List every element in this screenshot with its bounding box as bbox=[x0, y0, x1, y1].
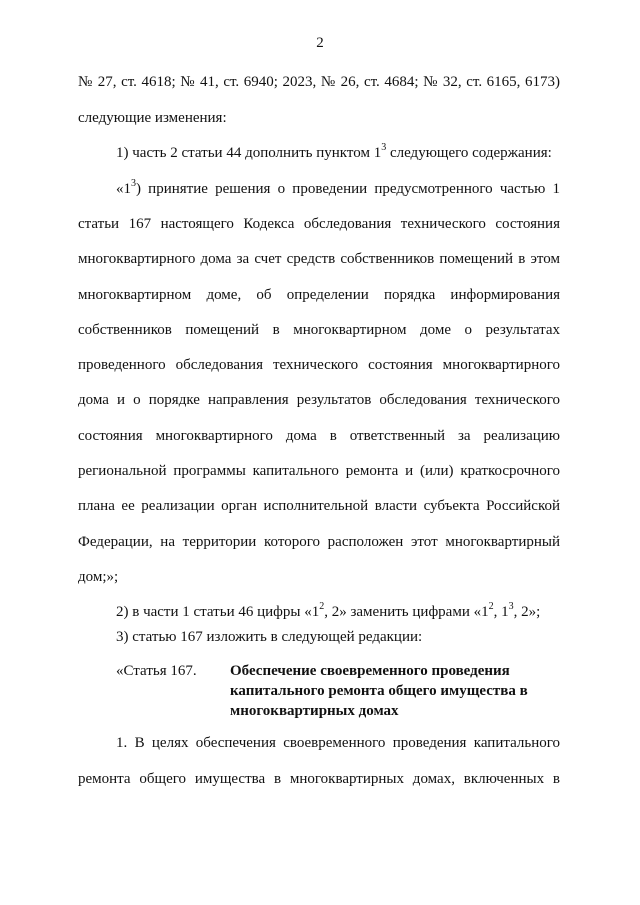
text-line-quote-start bbox=[116, 180, 560, 198]
text-fragment: , 1 bbox=[493, 604, 509, 620]
text-fragment: , 2» заменить цифрами «1 bbox=[324, 604, 489, 620]
superscript: 3 bbox=[508, 601, 514, 612]
text-fragment: , 2»; bbox=[513, 604, 541, 620]
text-line: ремонта общего имущества в многоквартирных домах, включенных в bbox=[78, 771, 560, 787]
text-line: Федерации, на территории которого расположен этот многоквартирный bbox=[78, 534, 560, 550]
superscript: 2 bbox=[319, 601, 325, 612]
text-fragment: следующего содержания: bbox=[386, 145, 552, 161]
text-line: дома и о порядке направления результатов обследования технического bbox=[78, 392, 560, 408]
text-line-item-3: 3) статью 167 изложить в следующей редакции: bbox=[116, 629, 423, 645]
text-line: региональной программы капитального ремонта и (или) краткосрочного bbox=[78, 463, 560, 479]
text-line: состояния многоквартирного дома в ответственный за реализацию bbox=[78, 428, 560, 444]
text-line: многоквартирного дома за счет средств собственников помещений в этом bbox=[78, 251, 560, 267]
article-title-line: многоквартирных домах bbox=[230, 703, 399, 719]
text-line: дом;»; bbox=[78, 569, 119, 585]
superscript: 3 bbox=[381, 142, 387, 153]
text-line: следующие изменения: bbox=[78, 110, 227, 126]
article-heading bbox=[78, 662, 560, 722]
article-title-line: капитального ремонта общего имущества в bbox=[230, 683, 528, 699]
text-line: проведенного обследования технического состояния многоквартирного bbox=[78, 357, 560, 373]
article-title-line: Обеспечение своевременного проведения bbox=[230, 663, 510, 679]
text-line: 1. В целях обеспечения своевременного проведения капитального bbox=[116, 735, 560, 751]
text-fragment: ) принятие решения о проведении предусмотренного частью 1 bbox=[136, 181, 560, 197]
text-line: статьи 167 настоящего Кодекса обследования технического состояния bbox=[78, 216, 560, 232]
text-line: многоквартирном доме, об определении порядка информирования bbox=[78, 287, 560, 303]
superscript: 3 bbox=[131, 178, 136, 189]
text-fragment: «1 bbox=[116, 181, 131, 197]
text-line: собственников помещений в многоквартирном доме о результатах bbox=[78, 322, 560, 338]
article-number: «Статья 167. bbox=[116, 663, 197, 679]
text-line: № 27, ст. 4618; № 41, ст. 6940; 2023, № 26, ст. 4684; № 32, ст. 6165, 6173) bbox=[78, 74, 560, 90]
text-fragment: 2) в части 1 статьи 46 цифры «1 bbox=[116, 604, 320, 620]
text-line: плана ее реализации орган исполнительной власти субъекта Российской bbox=[78, 498, 560, 514]
text-line-item-2 bbox=[116, 603, 560, 621]
text-line-item-1 bbox=[116, 144, 560, 162]
text-fragment: 1) часть 2 статьи 44 дополнить пунктом 1 bbox=[116, 145, 382, 161]
superscript: 2 bbox=[488, 601, 494, 612]
page-number: 2 bbox=[316, 35, 324, 51]
